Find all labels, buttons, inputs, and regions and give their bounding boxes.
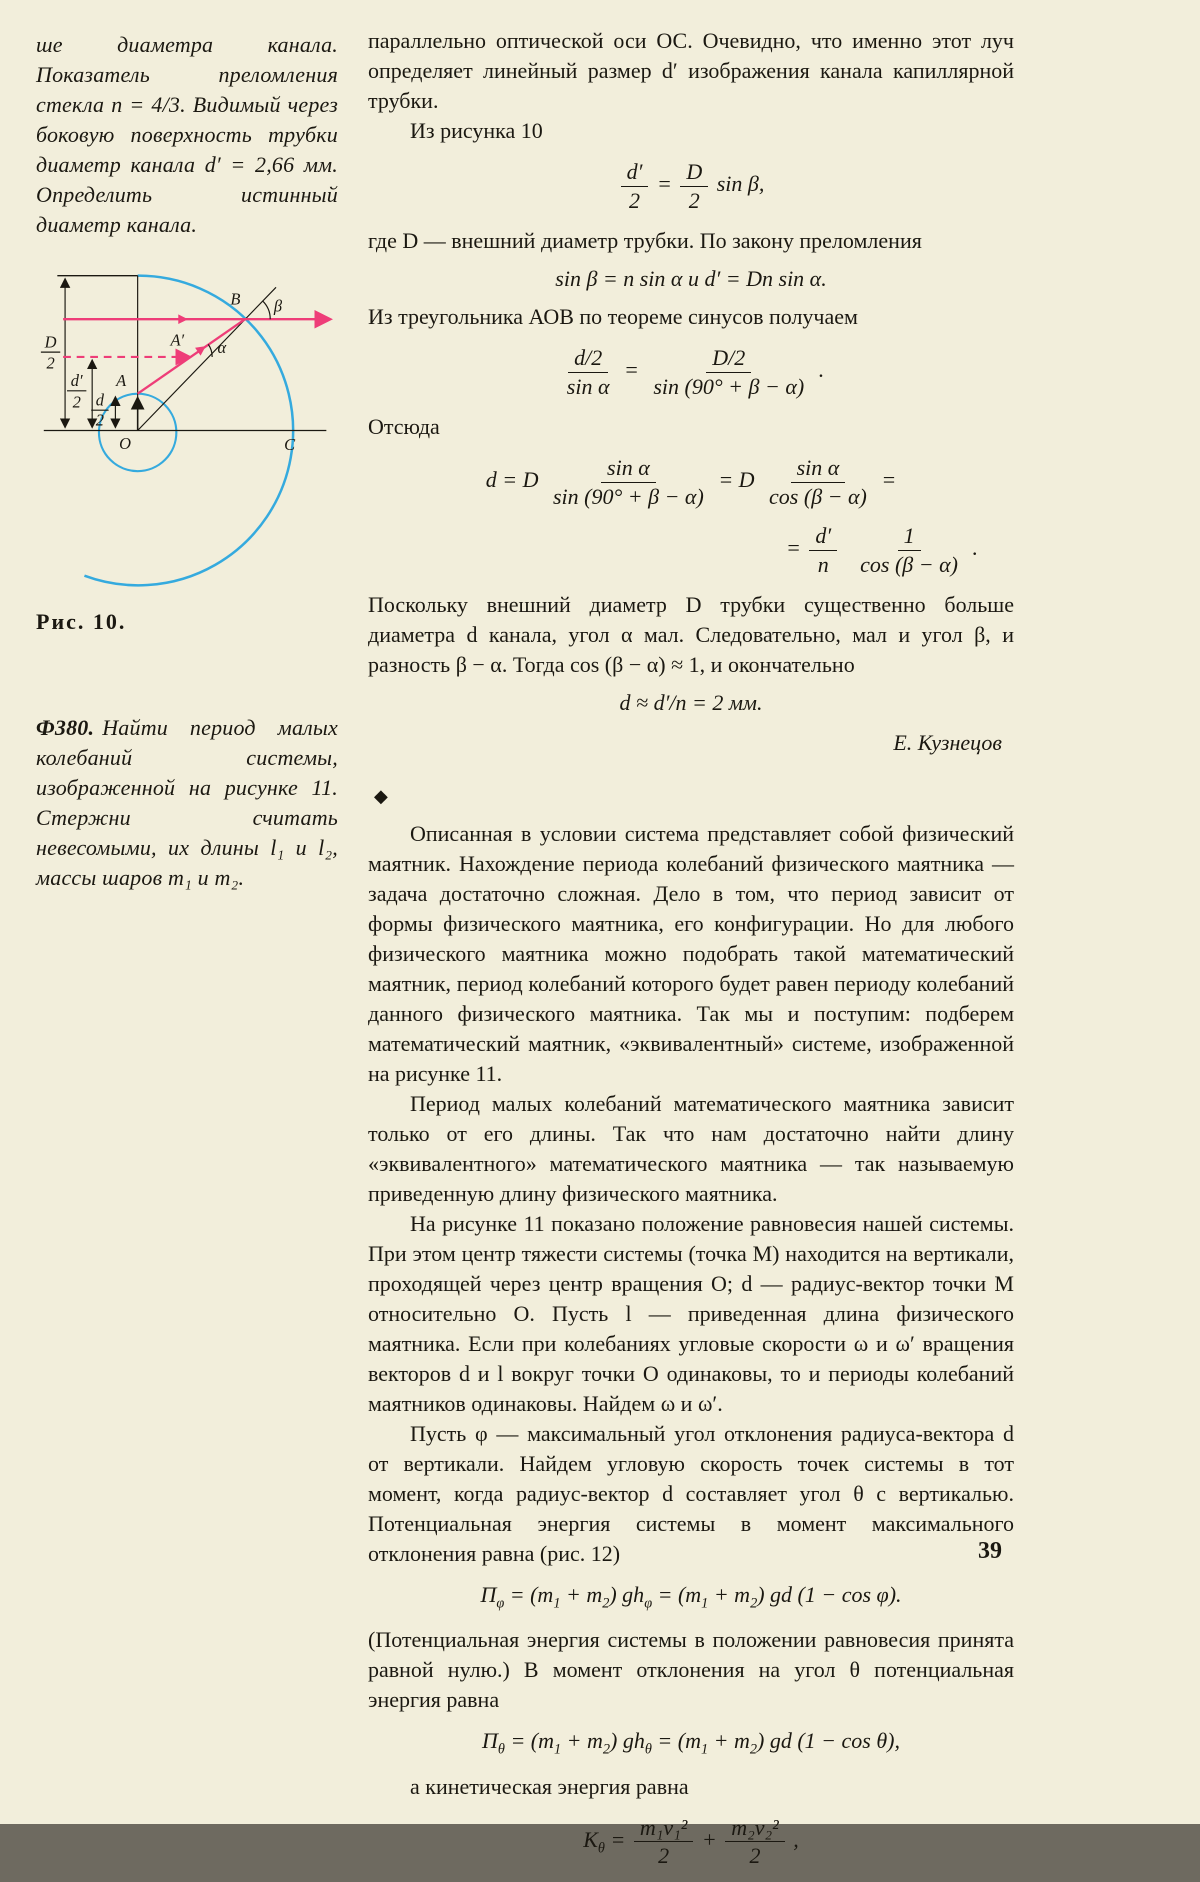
label-C: C xyxy=(284,434,296,454)
exit-ray-arrowhead xyxy=(178,314,188,324)
label-D-half-num: D xyxy=(44,332,57,352)
paragraph-equilibrium: На рисунке 11 показано положение равновесия нашей системы. При этом центр тяжести системы (точка М) находится на вертикали, проходящей через центр вращения О; d — радиус-вектор точки М относительно О. Пусть l — приведенная длина физического маятника. Если при колебаниях угловые скорости ω и ω′ вращения векторов d и l вокруг точки О одинаковы, то и периоды колебаний маятников одинаковы. Найдем ω и ω′. xyxy=(368,1211,1014,1416)
author-signature: Е. Кузнецов xyxy=(893,730,1002,755)
paragraph-physical-pendulum-1: Описанная в условии система представляет собой физический маятник. Нахождение периода колебаний физического маятника — задача достаточно сложная. Дело в том, что период зависит от формы физического маятника, его конфигурации. Но для любого физического маятника можно подобрать такой математический маятник, период колебаний которого будет равен периоду колебаний данного физического маятника. Так мы и поступим: подберем математический маятник, «эквивалентный» системе, изображенной на рисунке 11. xyxy=(368,821,1014,1086)
label-d-half-den: 2 xyxy=(95,410,105,430)
label-B: B xyxy=(230,289,241,309)
problem-f380 xyxy=(36,713,338,893)
figure-10 xyxy=(36,266,338,635)
left-column xyxy=(36,30,338,893)
figure-caption: Рис. 10. xyxy=(36,609,127,634)
formula-final-answer: d ≈ d′/n = 2 мм. xyxy=(619,690,763,715)
paragraph-solution-continuation: параллельно оптической оси ОС. Очевидно, что именно этот луч определяет линейный размер d′ изображения канала капиллярной трубки. xyxy=(368,28,1014,113)
formula-sine-theorem: $\frac{d/2}{\text{sin α}}$ = $\frac{D/2}{\sin (90^\circ + \beta - \alpha)}$ . xyxy=(566,345,825,399)
right-column xyxy=(368,26,1014,1882)
formula-kinetic-energy: $K_\theta$ = $\frac{\text{m₁v₁²}}{2}$ + $\frac{\text{m₂v₂²}}{2}$ , xyxy=(583,1814,799,1868)
formula-potential-phi: $П_\varphi = (m_1 + m_2) gh_\varphi = (m_1 + m_2)$ gd (1 − cos φ). xyxy=(480,1582,902,1612)
label-A-prime: A′ xyxy=(170,330,185,350)
paragraph-from-figure-10: Из рисунка 10 xyxy=(410,118,543,143)
problem-number: Ф380. xyxy=(36,715,95,740)
paragraph-physical-pendulum-2: Период малых колебаний математического маятника зависит только от его длины. Так что нам достаточно найти длину «эквивалентного» математического маятника — так называемую приведенную длину физического маятника. xyxy=(368,1091,1014,1206)
page-number: 39 xyxy=(978,1538,1002,1564)
figure-10-diagram xyxy=(36,266,338,595)
label-d-half-num: d xyxy=(95,390,105,410)
formula-d-result-2: = $\frac{d'}{n}$ $\frac{1}{\cos (\beta - \alpha)}$ . xyxy=(785,523,978,577)
label-dprime-half-num: d′ xyxy=(70,370,83,390)
angle-beta-arc xyxy=(262,301,270,319)
formula-potential-theta: $П_\theta = (m_1 + m_2) gh_\theta = (m_1 + m_2)$ gd (1 − cos θ), xyxy=(482,1728,900,1758)
normal-OB-line xyxy=(138,287,276,430)
paragraph-triangle-AOB: Из треугольника АОВ по теореме синусов получаем xyxy=(368,304,858,329)
paragraph-where-D: где D — внешний диаметр трубки. По закону преломления xyxy=(368,228,922,253)
label-O: O xyxy=(119,433,132,453)
label-alpha: α xyxy=(217,338,227,358)
paragraph-approximation: Поскольку внешний диаметр D трубки существенно больше диаметра d канала, угол α мал. Следовательно, мал и угол β, и разность β − α. Тогда cos (β − α) ≈ 1, и окончательно xyxy=(368,592,1014,677)
label-A: A xyxy=(116,370,127,390)
paragraph-potential-zero: (Потенциальная энергия системы в положении равновесия принята равной нулю.) В момент отклонения на угол θ потенциальная энергия равна xyxy=(368,1627,1014,1713)
ray-A-to-B xyxy=(138,319,245,394)
paragraph-kinetic: а кинетическая энергия равна xyxy=(410,1773,689,1799)
paragraph-max-angle: Пусть φ — максимальный угол отклонения радиуса-вектора d от вертикали. Найдем угловую скорость точек системы в тот момент, когда радиус-вектор d составляет угол θ с вертикалью. Потенциальная энергия системы в момент максимального отклонения равна (рис. 12) xyxy=(368,1421,1014,1566)
problem-statement-continuation: ше диаметра канала. Показатель преломления стекла n = 4/3. Видимый через боковую поверхность трубки диаметр канала d′ = 2,66 мм. Определить истинный диаметр канала. xyxy=(36,32,338,237)
label-D-half-den: 2 xyxy=(46,353,55,373)
paragraph-hence: Отсюда xyxy=(368,414,440,439)
label-dprime-half-den: 2 xyxy=(72,392,81,412)
formula-snell: sin β = n sin α и d′ = Dn sin α. xyxy=(555,266,827,291)
diamond-divider-icon: ◆ xyxy=(374,786,388,806)
formula-dprime-half: $\frac{d'}{2}$ = $\frac{D}{2}$ sin β, xyxy=(368,158,1014,214)
formula-d-result-1: d = D $\frac{\text{sin α}}{\sin (90^\circ + \beta - \alpha)}$ = D $\frac{\text{sin α}}{\cos (\beta - \alpha)}$ = xyxy=(485,455,897,509)
problem-text: Найти период малых колебаний системы, изображенной на рисунке 11. Стержни считать невесомыми, их длины l₁ и l₂, массы шаров m₁ и m₂. xyxy=(36,715,338,890)
label-beta: β xyxy=(273,296,283,316)
